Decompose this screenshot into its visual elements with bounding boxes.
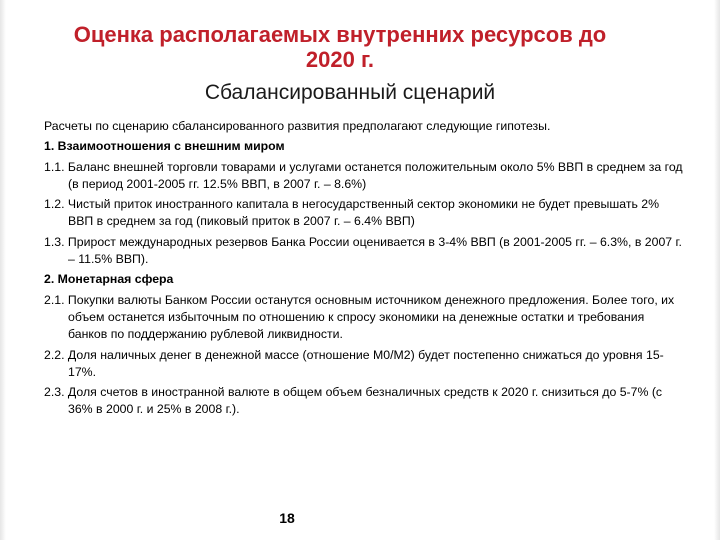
item-1-3: 1.3. Прирост международных резервов Банка России оценивается в 3-4% ВВП (в 2001-2005 гг. – 6.3%, в 2007 г. – 11.5% ВВП). xyxy=(44,234,682,267)
slide-subtitle: Сбалансированный сценарий xyxy=(204,81,496,104)
item-2-2: 2.2. Доля наличных денег в денежной массе (отношение М0/М2) будет постепенно снижаться до уровня 15-17%. xyxy=(44,347,664,379)
slide-title: Оценка располагаемых внутренних ресурсов до 2020 г. xyxy=(73,22,607,72)
slide-body xyxy=(44,118,684,419)
section-1-heading: 1. Взаимоотношения с внешним миром xyxy=(44,139,285,154)
item-2-3: 2.3. Доля счетов в иностранной валюте в общем объем безналичных средств к 2020 г. снизиться до 5-7% (с 36% в 2000 г. и 25% в 2008 г.). xyxy=(44,385,663,417)
item-1-1: 1.1. Баланс внешней торговли товарами и услугами останется положительным около 5% ВВП в среднем за год (в период 2001-2005 гг. 12.5% ВВП, в 2007 г. – 8.6%) xyxy=(44,159,683,191)
item-1-2: 1.2. Чистый приток иностранного капитала в негосударственный сектор экономики не будет превышать 2% ВВП в среднем за год (пиковый приток в 2007 г. – 6.4% ВВП) xyxy=(44,197,660,229)
left-border-shadow xyxy=(0,0,6,540)
item-2-1: 2.1. Покупки валюты Банком России останутся основным источником денежного предложения. Более того, их объем останется избыточным по отношению к спросу экономики на денежные остатки и требования банков по поддержанию рублевой ликвидности. xyxy=(44,292,675,342)
intro-text: Расчеты по сценарию сбалансированного развития предполагают следующие гипотезы. xyxy=(44,119,551,133)
section-2-heading: 2. Монетарная сфера xyxy=(44,272,174,287)
right-border-shadow xyxy=(714,0,720,540)
page-number: 18 xyxy=(279,510,295,526)
